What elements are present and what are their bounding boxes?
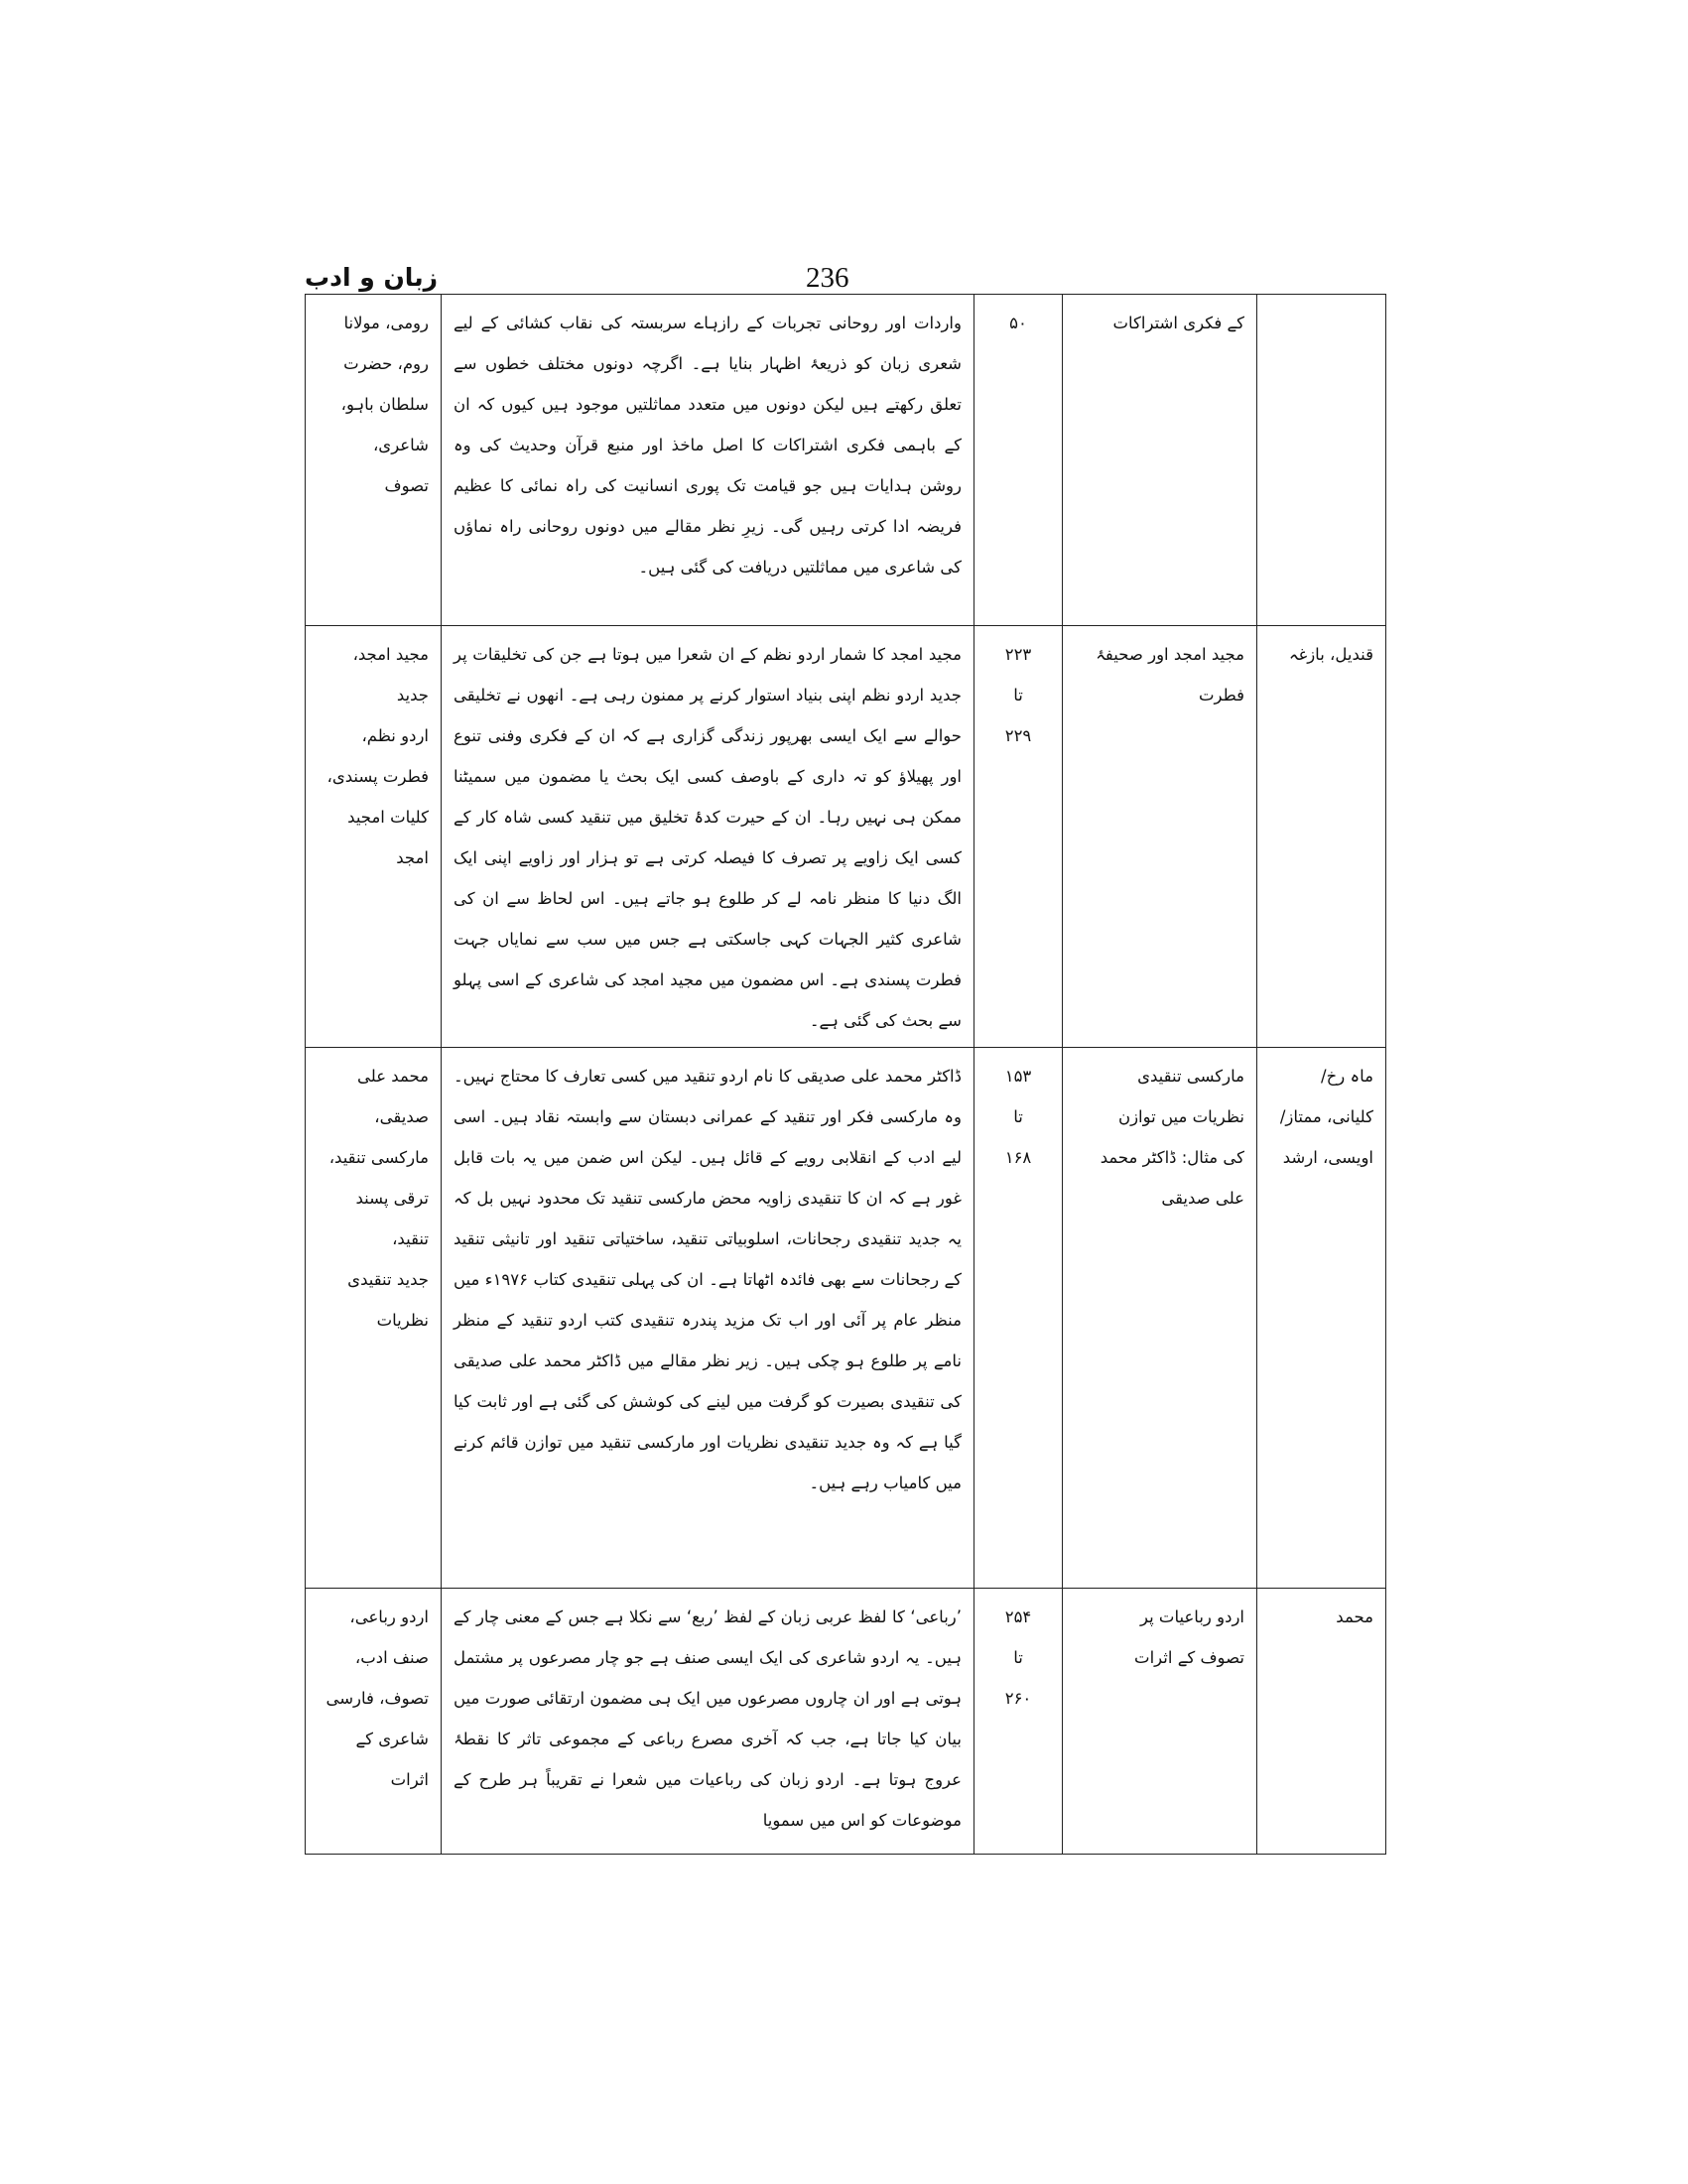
author-cell: ماہ رخ/ کلیانی، ممتاز/ اویسی، ارشد bbox=[1257, 1048, 1386, 1589]
title-cell bbox=[1063, 1589, 1257, 1855]
pages-cell bbox=[974, 626, 1063, 1048]
page-range-separator: تا bbox=[1013, 1107, 1023, 1126]
title-line: نظریات میں توازن bbox=[1117, 1107, 1244, 1126]
abstract-cell: واردات اور روحانی تجربات کے رازہاے سربستہ کی نقاب کشائی کے لیے شعری زبان کو ذریعۂ اظہار بنایا ہے۔ اگرچہ دونوں مختلف خطوں سے تعلق رکھتے ہیں لیکن دونوں میں متعدد مماثلتیں موجود ہیں کیوں کہ ان کے باہمی فکری اشتراکات کا اصل ماخذ اور منبع قرآن وحدیث کی وہ روشن ہدایات ہیں جو قیامت تک پوری انسانیت کی راہ نمائی کا عظیم فریضہ ادا کرتی رہیں گی۔ زیرِ نظر مقالے میں دونوں روحانی راہ نماؤں کی شاعری میں مماثلتیں دریافت کی گئی ہیں۔ bbox=[442, 295, 974, 626]
keyword-line: صنف ادب، bbox=[354, 1648, 429, 1667]
author-cell: قندیل، بازغہ bbox=[1257, 626, 1386, 1048]
keyword-line: ترقی پسند تنقید، bbox=[355, 1189, 429, 1248]
keyword-line: مجید امجد، جدید bbox=[352, 645, 429, 705]
keyword-line: کلیات امجید امجد bbox=[347, 808, 429, 867]
page-range-separator: تا bbox=[1013, 1648, 1023, 1667]
keywords-cell bbox=[306, 1048, 442, 1589]
keyword-line: جدید تنقیدی bbox=[347, 1270, 429, 1289]
page-range-end: ۱۶۸ bbox=[1004, 1148, 1032, 1167]
table-row bbox=[306, 1589, 1386, 1855]
keyword-line: فطرت پسندی، bbox=[326, 767, 429, 786]
title-line: علی صدیقی bbox=[1161, 1189, 1244, 1208]
title-line: تصوف کے اثرات bbox=[1134, 1648, 1244, 1667]
title-line: کی مثال: ڈاکٹر محمد bbox=[1100, 1148, 1244, 1167]
keywords-cell bbox=[306, 295, 442, 626]
page-range-start: ۲۵۴ bbox=[1004, 1607, 1032, 1626]
title-line: مجید امجد اور صحیفۂ bbox=[1096, 645, 1244, 664]
title-line: مارکسی تنقیدی bbox=[1137, 1067, 1244, 1086]
page-range-start: ۱۵۳ bbox=[1004, 1067, 1032, 1086]
page-header bbox=[305, 260, 1385, 296]
author-cell bbox=[1257, 295, 1386, 626]
page-range-end: ۲۶۰ bbox=[1004, 1689, 1032, 1708]
title-cell bbox=[1063, 626, 1257, 1048]
keywords-cell bbox=[306, 1589, 442, 1855]
table-row bbox=[306, 626, 1386, 1048]
index-table bbox=[305, 294, 1386, 1855]
pages-cell bbox=[974, 1048, 1063, 1589]
keywords-cell bbox=[306, 626, 442, 1048]
keyword-line: سلطان باہو، bbox=[340, 395, 429, 414]
keyword-line: تصوف bbox=[384, 476, 429, 495]
journal-title: زبان و ادب bbox=[305, 263, 438, 292]
title-line: فطرت bbox=[1198, 686, 1244, 705]
title-line: اردو رباعیات پر bbox=[1139, 1607, 1244, 1626]
page-range-end: ۲۲۹ bbox=[1004, 726, 1032, 745]
keyword-line: نظریات bbox=[376, 1311, 429, 1330]
keyword-line: اردو نظم، bbox=[361, 726, 429, 745]
page-range-separator: تا bbox=[1013, 686, 1023, 705]
page-range-start: ۲۲۳ bbox=[1004, 645, 1032, 664]
table-row bbox=[306, 295, 1386, 626]
keyword-line: شاعری، bbox=[372, 436, 429, 454]
pages-cell bbox=[974, 1589, 1063, 1855]
pages-cell bbox=[974, 295, 1063, 626]
keyword-line: اردو رباعی، bbox=[349, 1607, 429, 1626]
keyword-line: تصوف، فارسی bbox=[325, 1689, 429, 1708]
abstract-cell: ’رباعی‘ کا لفظ عربی زبان کے لفظ ’ربع‘ سے نکلا ہے جس کے معنی چار کے ہیں۔ یہ اردو شاعری کی ایک ایسی صنف ہے جو چار مصرعوں پر مشتمل ہوتی ہے اور ان چاروں مصرعوں میں ایک ہی مضمون ارتقائی صورت میں بیان کیا جاتا ہے، جب کہ آخری مصرع رباعی کے مجموعی تاثر کا نقطۂ عروج ہوتا ہے۔ اردو زبان کی رباعیات میں شعرا نے تقریباً ہر طرح کے موضوعات کو اس میں سمویا bbox=[442, 1589, 974, 1855]
abstract-cell: ڈاکٹر محمد علی صدیقی کا نام اردو تنقید میں کسی تعارف کا محتاج نہیں۔ وہ مارکسی فکر اور تنقید کے عمرانی دبستان سے وابستہ نقاد ہیں۔ اسی لیے ادب کے انقلابی رویے کے قائل ہیں۔ لیکن اس ضمن میں یہ بات قابل غور ہے کہ ان کا تنقیدی زاویہ محض مارکسی تنقید تک محدود نہیں بل کہ یہ جدید تنقیدی رجحانات، اسلوبیاتی تنقید، ساختیاتی تنقید اور تانیثی تنقید کے رجحانات سے بھی فائدہ اٹھاتا ہے۔ ان کی پہلی تنقیدی کتاب ۱۹۷۶ء میں منظر عام پر آئی اور اب تک مزید پندرہ تنقیدی کتب اردو تنقید کے منظر نامے پر طلوع ہو چکی ہیں۔ زیر نظر مقالے میں ڈاکٹر محمد علی صدیقی کی تنقیدی بصیرت کو گرفت میں لینے کی کوشش کی گئی ہے اور ثابت کیا گیا ہے کہ وہ جدید تنقیدی نظریات اور مارکسی تنقید میں توازن قائم کرنے میں کامیاب رہے ہیں۔ bbox=[442, 1048, 974, 1589]
keyword-line: شاعری کے bbox=[355, 1730, 429, 1748]
page-number: 236 bbox=[806, 262, 849, 294]
title-cell bbox=[1063, 1048, 1257, 1589]
keyword-line: مارکسی تنقید، bbox=[328, 1148, 429, 1167]
abstract-cell: مجید امجد کا شمار اردو نظم کے ان شعرا میں ہوتا ہے جن کی تخلیقات پر جدید اردو نظم اپنی بنیاد استوار کرنے پر ممنون رہی ہے۔ انھوں نے تخلیقی حوالے سے ایک ایسی بھرپور زندگی گزاری ہے کہ ان کے فکری وفنی تنوع اور پھیلاؤ کو تہ داری کے باوصف کسی ایک بحث یا مضمون میں سمیٹنا ممکن ہی نہیں رہا۔ ان کے حیرت کدۂ تخلیق میں تنقید کسی شاہ کار کے کسی ایک زاویے پر تصرف کا فیصلہ کرتی ہے تو ہزار اور زاویے اپنی ایک الگ دنیا کا منظر نامہ لے کر طلوع ہو جاتے ہیں۔ اس لحاظ سے ان کی شاعری کثیر الجہات کہی جاسکتی ہے جس میں سب سے نمایاں جہت فطرت پسندی ہے۔ اس مضمون میں مجید امجد کی شاعری کے اسی پہلو سے بحث کی گئی ہے۔ bbox=[442, 626, 974, 1048]
author-cell: محمد bbox=[1257, 1589, 1386, 1855]
table-row bbox=[306, 1048, 1386, 1589]
keyword-line: اثرات bbox=[390, 1770, 429, 1789]
page-range-start: ۵۰ bbox=[1009, 314, 1027, 332]
title-line: کے فکری اشتراکات bbox=[1112, 314, 1244, 332]
keyword-line: رومی، مولانا bbox=[343, 314, 429, 332]
keyword-line: روم، حضرت bbox=[343, 354, 429, 373]
keyword-line: محمد علی صدیقی، bbox=[357, 1067, 429, 1126]
title-cell bbox=[1063, 295, 1257, 626]
